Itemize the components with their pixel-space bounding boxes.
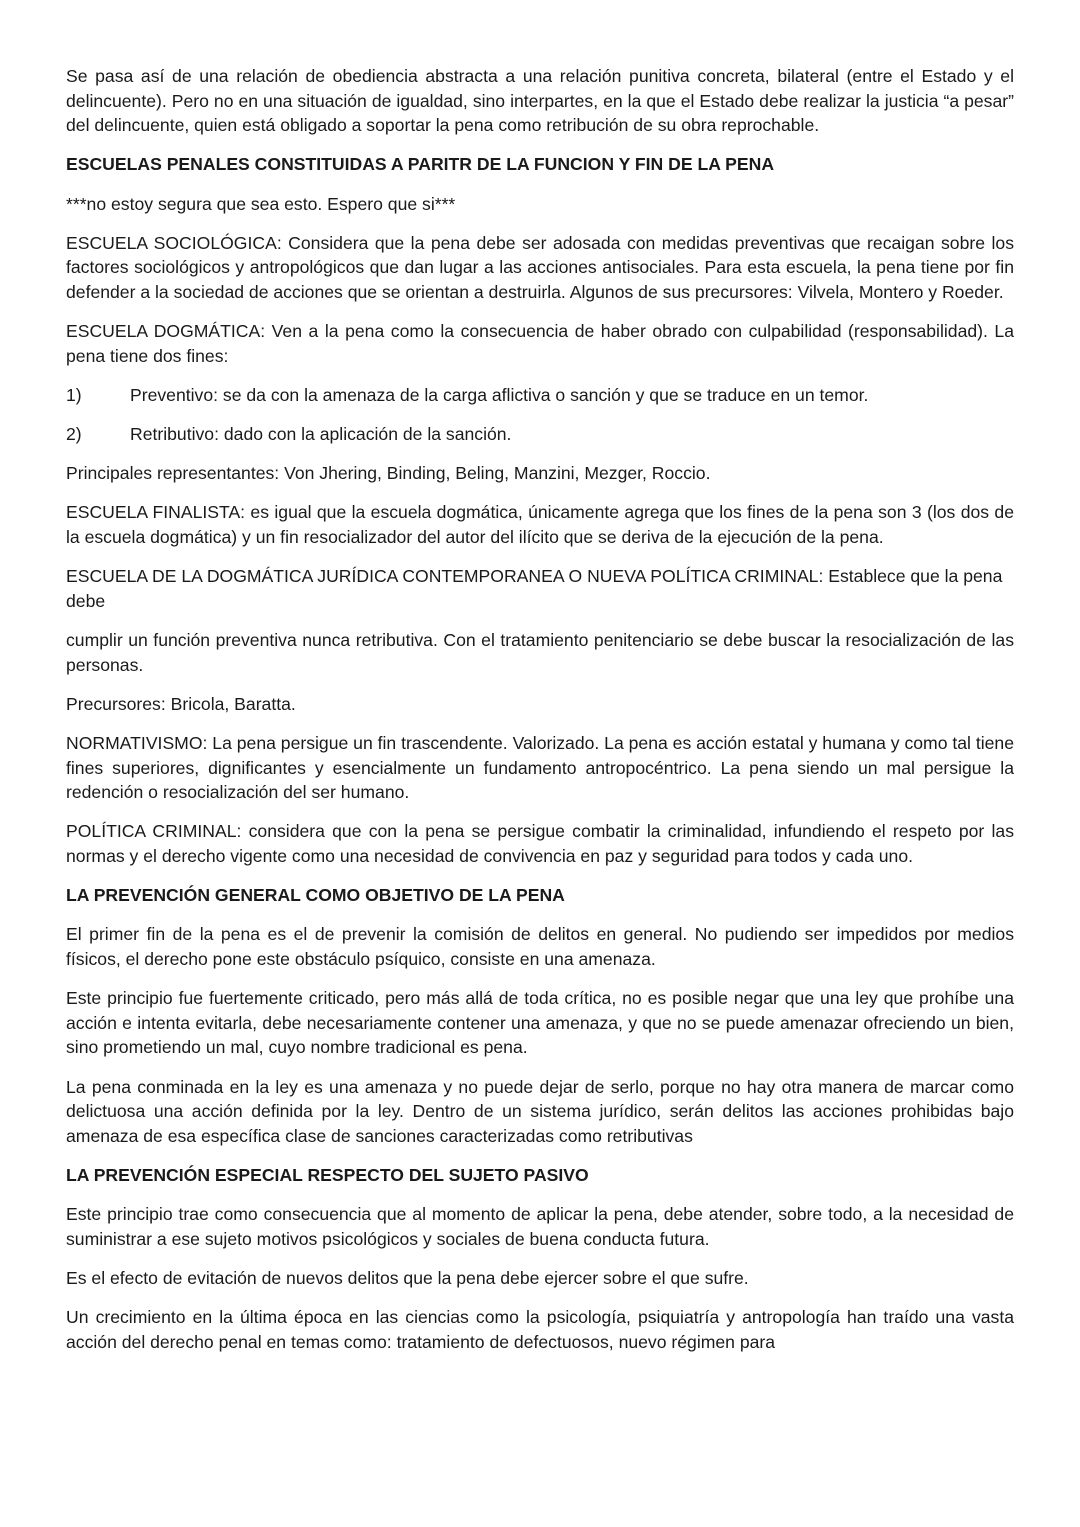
list-item-text: Retributivo: dado con la aplicación de la sanción. xyxy=(130,424,512,445)
heading-prevencion-especial: LA PREVENCIÓN ESPECIAL RESPECTO DEL SUJETO PASIVO xyxy=(66,1164,589,1185)
paragraph-prevencion-general-2: Este principio fue fuertemente criticado, pero más allá de toda crítica, no es posible negar que una ley que prohíbe una acción e intenta evitarla, debe necesariamente contener una amenaza, y que no se puede amenazar ofreciendo un bien, sino prometiendo un mal, cuyo nombre tradicional es pena. xyxy=(66,988,1014,1058)
list-item-text: Preventivo: se da con la amenaza de la carga aflictiva o sanción y que se traduce en un temor. xyxy=(130,384,869,405)
paragraph-prevencion-general-1: El primer fin de la pena es el de prevenir la comisión de delitos en general. No pudiendo ser impedidos por medios físicos, el derecho pone este obstáculo psíquico, consiste en una amenaza. xyxy=(66,924,1014,969)
paragraph-representantes: Principales representantes: Von Jhering, Binding, Beling, Manzini, Mezger, Roccio. xyxy=(66,463,711,484)
paragraph-politica-criminal: POLÍTICA CRIMINAL: considera que con la pena se persigue combatir la criminalidad, infundiendo el respeto por las normas y el derecho vigente como una necesidad de convivencia en paz y seguridad para todos y cada uno. xyxy=(66,821,1014,866)
list-item xyxy=(66,422,1014,447)
paragraph-normativismo: NORMATIVISMO: La pena persigue un fin trascendente. Valorizado. La pena es acción estatal y humana y como tal tiene fines superiores, dignificantes y esencialmente un fundamento antropocéntrico. La pena siendo un mal persigue la redención o resocialización del ser humano. xyxy=(66,733,1014,803)
paragraph-escuela-sociologica: ESCUELA SOCIOLÓGICA: Considera que la pena debe ser adosada con medidas preventivas que recaigan sobre los factores sociológicos y antropológicos que dan lugar a las acciones antisociales. Para esta escuela, la pena tiene por fin defender a la sociedad de acciones que se orientan a destruirla. Algunos de sus precursores: Vilvela, Montero y Roeder. xyxy=(66,232,1014,302)
paragraph-escuela-finalista: ESCUELA FINALISTA: es igual que la escuela dogmática, únicamente agrega que los fines de la pena son 3 (los dos de la escuela dogmática) y un fin resocializador del autor del ilícito que se deriva de la ejecución de la pena. xyxy=(66,502,1014,548)
paragraph-prevencion-especial-3: Un crecimiento en la última época en las ciencias como la psicología, psiquiatría y antropología han traído una vasta acción del derecho penal en temas como: tratamiento de defectuosos, nuevo régimen para xyxy=(66,1307,1014,1352)
paragraph-escuela-dogmatica: ESCUELA DOGMÁTICA: Ven a la pena como la consecuencia de haber obrado con culpabilidad (responsabilidad). La pena tiene dos fines: xyxy=(66,321,1014,366)
paragraph-prevencion-especial-2: Es el efecto de evitación de nuevos delitos que la pena debe ejercer sobre el que sufre. xyxy=(66,1267,749,1288)
list-item xyxy=(66,383,1014,408)
note-uncertain: ***no estoy segura que sea esto. Espero que si*** xyxy=(66,193,456,214)
heading-prevencion-general: LA PREVENCIÓN GENERAL COMO OBJETIVO DE LA PENA xyxy=(66,885,565,906)
list-item-number: 2) xyxy=(66,424,82,445)
paragraph-precursores: Precursores: Bricola, Baratta. xyxy=(66,693,296,714)
paragraph-intro: Se pasa así de una relación de obediencia abstracta a una relación punitiva concreta, bilateral (entre el Estado y el delincuente). Pero no en una situación de igualdad, sino interpartes, en la que el Estado debe realizar la justicia “a pesar” del delincuente, quien está obligado a soportar la pena como retribución de su obra reprochable. xyxy=(66,66,1014,136)
heading-escuelas-penales: ESCUELAS PENALES CONSTITUIDAS A PARITR DE LA FUNCION Y FIN DE LA PENA xyxy=(66,154,775,175)
paragraph-prevencion-especial-1: Este principio trae como consecuencia que al momento de aplicar la pena, debe atender, sobre todo, a la necesidad de suministrar a ese sujeto motivos psicológicos y sociales de buena conducta futura. xyxy=(66,1204,1014,1249)
paragraph-escuela-contemporanea-start: ESCUELA DE LA DOGMÁTICA JURÍDICA CONTEMPORANEA O NUEVA POLÍTICA CRIMINAL: Establece que la pena debe xyxy=(66,566,1003,611)
paragraph-escuela-contemporanea-continued: cumplir un función preventiva nunca retributiva. Con el tratamiento penitenciario se debe buscar la resocialización de las personas. xyxy=(66,630,1014,675)
paragraph-prevencion-general-3: La pena conminada en la ley es una amenaza y no puede dejar de serlo, porque no hay otra manera de marcar como delictuosa una acción definida por la ley. Dentro de un sistema jurídico, serán delitos las acciones prohibidas bajo amenaza de esa específica clase de sanciones caracterizadas como retributivas xyxy=(66,1076,1014,1146)
list-item-number: 1) xyxy=(66,384,82,405)
